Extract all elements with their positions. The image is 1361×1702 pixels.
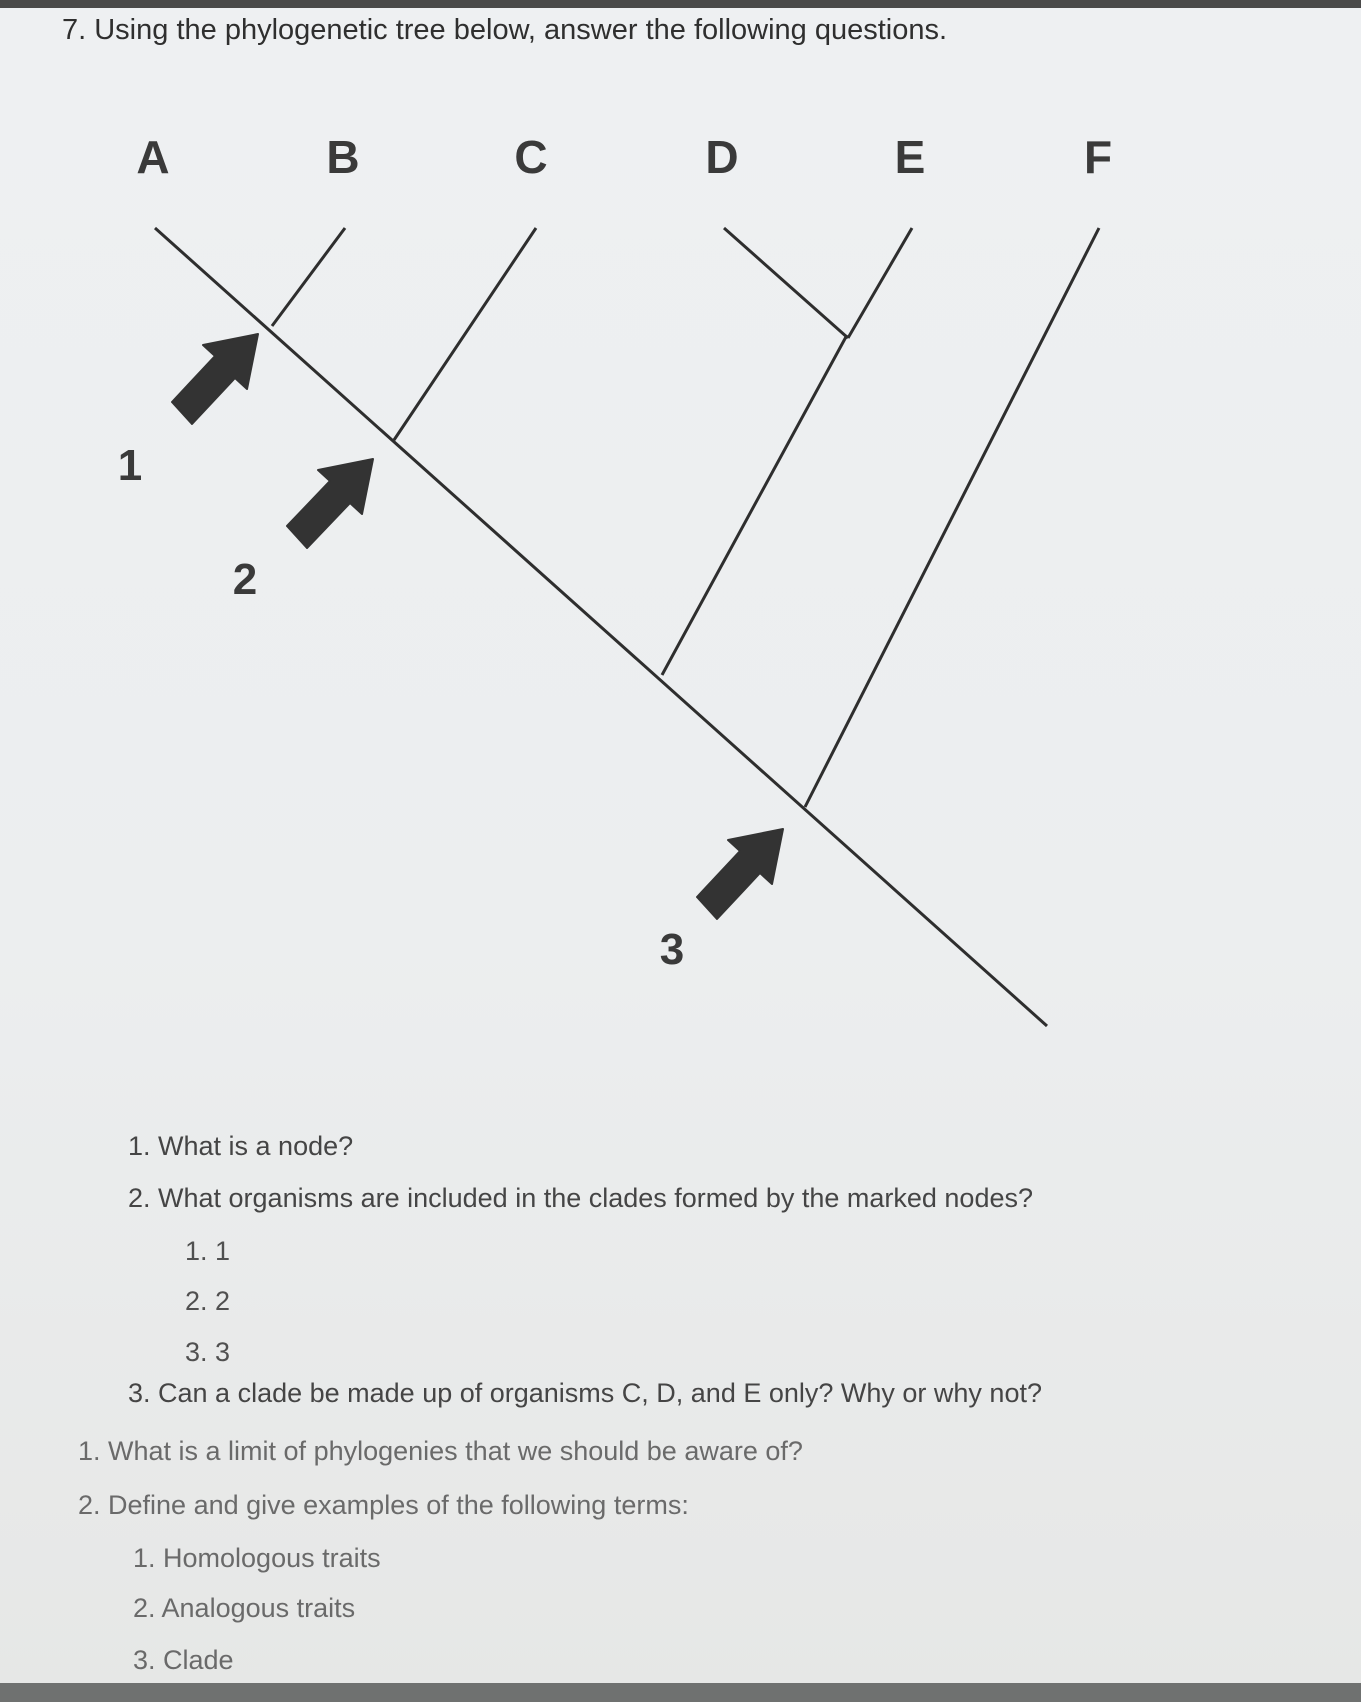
branch-b [272, 228, 345, 326]
bottom-edge [0, 1683, 1361, 1702]
branch-d [724, 228, 848, 338]
taxon-label-f: F [1083, 131, 1113, 183]
question-clade-cde: 3. Can a clade be made up of organisms C, D, and E only? Why or why not? [128, 1378, 1042, 1408]
branch-e [848, 228, 912, 338]
question-node: 1. What is a node? [128, 1131, 354, 1161]
clade-item-1: 1. 1 [185, 1236, 231, 1266]
taxon-label-d: D [705, 131, 739, 183]
branch-de [662, 335, 847, 675]
clade-item-3: 3. 3 [185, 1337, 231, 1367]
tree-trunk [155, 228, 1047, 1026]
taxon-label-c: C [514, 131, 548, 183]
node-label-2: 2 [232, 555, 258, 604]
question-limits: 1. What is a limit of phylogenies that we should be aware of? [78, 1436, 803, 1466]
taxon-label-a: A [136, 131, 170, 183]
node-arrow-2 [287, 459, 373, 548]
branch-f [805, 228, 1099, 807]
question-define-terms: 2. Define and give examples of the following terms: [78, 1490, 689, 1520]
node-label-1: 1 [117, 441, 143, 490]
term-clade: 3. Clade [133, 1645, 234, 1675]
taxon-label-b: B [326, 131, 360, 183]
term-analogous: 2. Analogous traits [133, 1593, 356, 1623]
term-homologous: 1. Homologous traits [133, 1543, 381, 1573]
node-arrow-1 [172, 334, 258, 424]
node-arrow-3 [697, 829, 783, 919]
question-clades: 2. What organisms are included in the clades formed by the marked nodes? [128, 1183, 1033, 1213]
taxon-label-e: E [894, 131, 926, 183]
branch-c [394, 228, 536, 440]
clade-item-2: 2. 2 [185, 1286, 231, 1316]
question-heading: 7. Using the phylogenetic tree below, answer the following questions. [62, 14, 948, 46]
node-label-3: 3 [659, 925, 685, 974]
